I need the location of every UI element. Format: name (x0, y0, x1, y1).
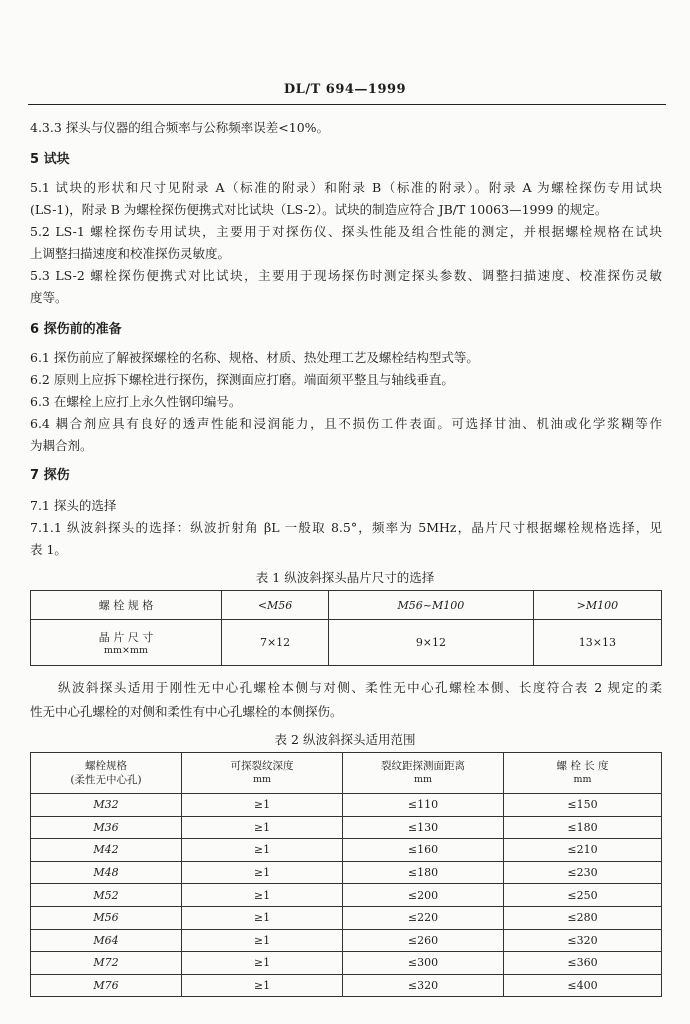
length-cell: ≤230 (504, 861, 662, 884)
table-row (31, 952, 662, 975)
header-text: 螺 栓 长 度 (556, 760, 609, 772)
table-row (31, 929, 662, 952)
table-row (31, 591, 662, 620)
header-subtext: mm (252, 774, 272, 785)
distance-cell: ≤300 (343, 952, 504, 975)
clause-6-4-line1: 6.4 耦合剂应具有良好的透声性能和浸润能力，且不损伤工件表面。可选择甘油、机油或化学浆糊等作 (30, 416, 662, 431)
header-text: 螺栓规格 (85, 760, 127, 772)
table-row (31, 906, 662, 929)
depth-cell: ≥1 (182, 974, 343, 997)
distance-cell: ≤180 (343, 861, 504, 884)
spec-cell: M32 (31, 794, 182, 817)
spec-cell: M76 (31, 974, 182, 997)
clause-5-2-line2: 上调整扫描速度和校准探伤灵敏度。 (30, 246, 231, 261)
clause-6-1: 6.1 探伤前应了解被探螺栓的名称、规格、材质、热处理工艺及螺栓结构型式等。 (30, 350, 479, 365)
table-cell: 13×13 (533, 620, 661, 666)
section-5-heading: 5 试块 (30, 152, 70, 167)
header-subtext: (柔性无中心孔) (70, 774, 142, 786)
table-row (31, 794, 662, 817)
length-cell: ≤250 (504, 884, 662, 907)
table-row (31, 620, 662, 666)
table-cell: <M56 (222, 591, 329, 620)
table-row (31, 861, 662, 884)
table2-caption: 表 2 纵波斜探头适用范围 (274, 732, 416, 747)
spec-cell: M42 (31, 839, 182, 862)
clause-5-3-line2: 度等。 (30, 290, 68, 305)
table-cell (31, 620, 222, 666)
distance-cell: ≤200 (343, 884, 504, 907)
table-row (31, 974, 662, 997)
distance-cell: ≤220 (343, 906, 504, 929)
table2 (30, 752, 662, 997)
clause-5-2-line1: 5.2 LS-1 螺栓探伤专用试块，主要用于对探伤仪、探头性能及组合性能的测定，并根据螺栓规格在试块 (30, 224, 662, 239)
table1-caption: 表 1 纵波斜探头晶片尺寸的选择 (255, 570, 435, 585)
spec-cell: M56 (31, 906, 182, 929)
distance-cell: ≤160 (343, 839, 504, 862)
table-cell: >M100 (533, 591, 661, 620)
clause-4-3-3: 4.3.3 探头与仪器的组合频率与公称频率误差<10%。 (30, 120, 330, 135)
depth-cell: ≥1 (182, 906, 343, 929)
depth-cell: ≥1 (182, 816, 343, 839)
table-cell: 7×12 (222, 620, 329, 666)
clause-5-1-line2: (LS-1)，附录 B 为螺栓探伤便携式对比试块（LS-2）。试块的制造应符合 JB/T 10063—1999 的规定。 (30, 202, 608, 217)
depth-cell: ≥1 (182, 929, 343, 952)
table-cell: M56~M100 (329, 591, 534, 620)
distance-cell: ≤260 (343, 929, 504, 952)
table-row (31, 884, 662, 907)
clause-7-1: 7.1 探头的选择 (30, 498, 117, 513)
header-cell (343, 753, 504, 794)
spec-cell: M48 (31, 861, 182, 884)
length-cell: ≤400 (504, 974, 662, 997)
table-row (31, 839, 662, 862)
distance-cell: ≤110 (343, 794, 504, 817)
clause-6-4-line2: 为耦合剂。 (30, 438, 93, 453)
clause-5-1-line1: 5.1 试块的形状和尺寸见附录 A（标准的附录）和附录 B（标准的附录）。附录 A 为螺栓探伤专用试块 (30, 180, 662, 195)
table-header-row (31, 753, 662, 794)
header-cell (31, 753, 182, 794)
length-cell: ≤360 (504, 952, 662, 975)
clause-6-3: 6.3 在螺栓上应打上永久性钢印编号。 (30, 394, 242, 409)
cell-unit: mm×mm (104, 645, 148, 656)
spec-cell: M72 (31, 952, 182, 975)
table-cell: 螺 栓 规 格 (31, 591, 222, 620)
depth-cell: ≥1 (182, 952, 343, 975)
section-7-heading: 7 探伤 (30, 468, 70, 483)
length-cell: ≤280 (504, 906, 662, 929)
header-subtext: mm (413, 774, 433, 785)
length-cell: ≤180 (504, 816, 662, 839)
section-6-heading: 6 探伤前的准备 (30, 322, 122, 337)
page-header: DL/T 694—1999 (283, 82, 407, 97)
header-text: 可探裂纹深度 (230, 760, 294, 772)
spec-cell: M36 (31, 816, 182, 839)
table-cell: 9×12 (329, 620, 534, 666)
paragraph-line2: 性无中心孔螺栓的对侧和柔性有中心孔螺栓的本侧探伤。 (30, 704, 343, 719)
table-row (31, 816, 662, 839)
table1 (30, 590, 662, 666)
spec-cell: M64 (31, 929, 182, 952)
depth-cell: ≥1 (182, 884, 343, 907)
depth-cell: ≥1 (182, 839, 343, 862)
distance-cell: ≤320 (343, 974, 504, 997)
header-cell (182, 753, 343, 794)
length-cell: ≤150 (504, 794, 662, 817)
clause-7-1-1-line2: 表 1。 (30, 542, 67, 557)
cell-label: 晶 片 尺 寸 (98, 631, 154, 644)
clause-5-3-line1: 5.3 LS-2 螺栓探伤便携式对比试块，主要用于现场探伤时测定探头参数、调整扫描速度、校准探伤灵敏 (30, 268, 662, 283)
header-rule (28, 104, 666, 105)
header-cell (504, 753, 662, 794)
distance-cell: ≤130 (343, 816, 504, 839)
length-cell: ≤210 (504, 839, 662, 862)
depth-cell: ≥1 (182, 861, 343, 884)
header-text: 裂纹距探测面距离 (381, 760, 465, 772)
clause-6-2: 6.2 原则上应拆下螺栓进行探伤，探测面应打磨。端面须平整且与轴线垂直。 (30, 372, 454, 387)
length-cell: ≤320 (504, 929, 662, 952)
paragraph-line1: 纵波斜探头适用于刚性无中心孔螺栓本侧与对侧、柔性无中心孔螺栓本侧、长度符合表 2 规定的柔 (58, 680, 662, 695)
header-subtext: mm (573, 774, 592, 785)
clause-7-1-1-line1: 7.1.1 纵波斜探头的选择：纵波折射角 βL 一般取 8.5°，频率为 5MHz，晶片尺寸根据螺栓规格选择，见 (30, 520, 662, 535)
spec-cell: M52 (31, 884, 182, 907)
depth-cell: ≥1 (182, 794, 343, 817)
